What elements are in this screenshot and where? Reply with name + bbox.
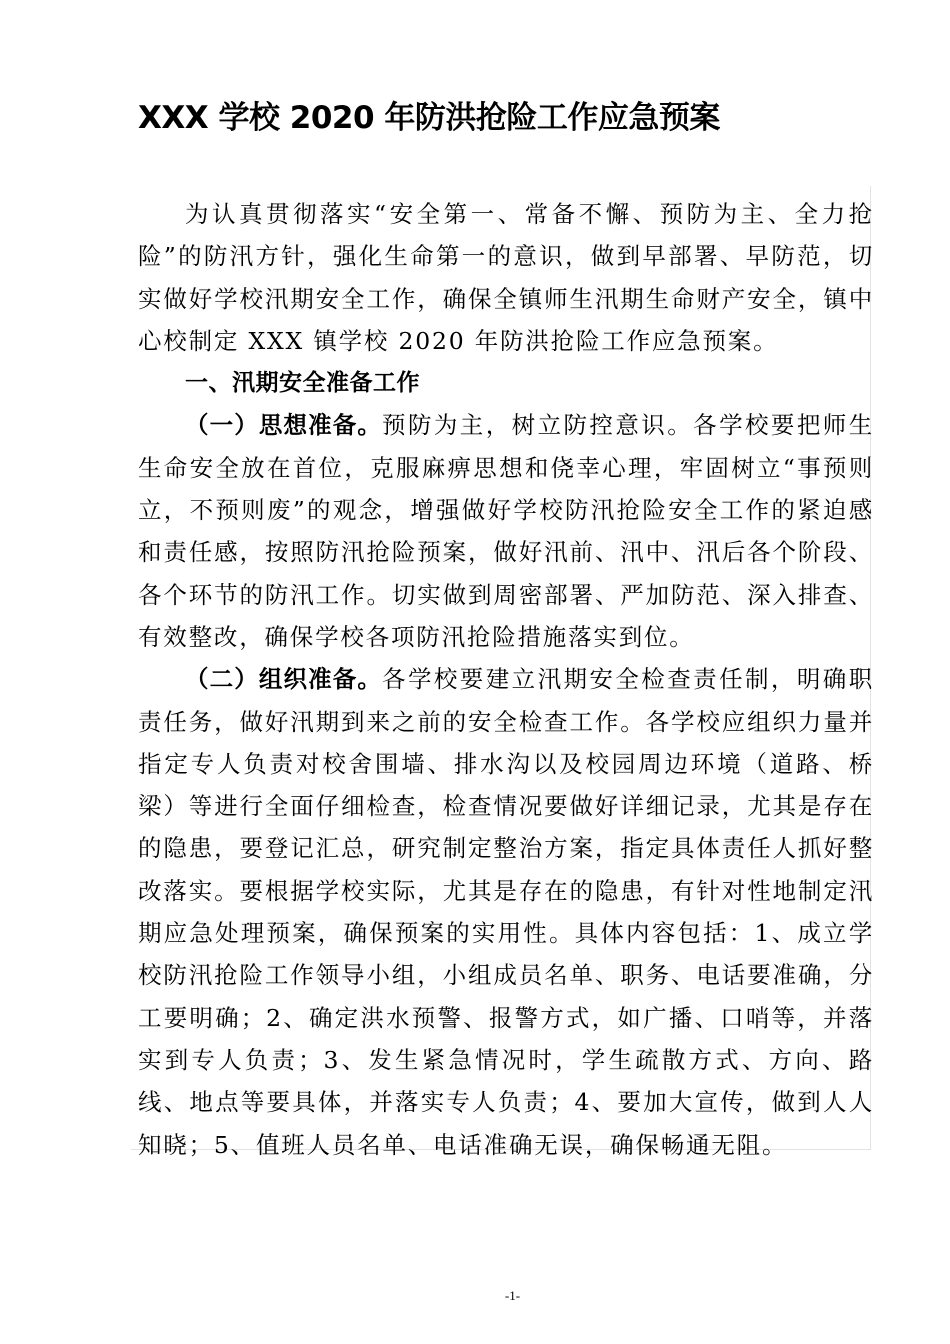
section-heading: 一、汛期安全准备工作	[185, 370, 420, 397]
document-title: XXX 学校 2020 年防洪抢险工作应急预案	[138, 100, 720, 136]
paragraph-text-ideological: 预防为主，树立防控意识。各学校要把师生生命安全放在首位，克服麻痹思想和侥幸心理，牢固树立“事预则立，不预则废”的观念，增强做好学校防汛抢险安全工作的紧迫感和责任感，按照防汛抢险预案，做好汛前、汛中、汛后各个阶段、各个环节的防汛工作。切实做到周密部署、严加防范、深入排查、有效整改，确保学校各项防汛抢险措施落实到位。	[138, 411, 874, 651]
paragraph-ideological-preparation	[138, 404, 874, 658]
paragraph-text-organizational: 各学校要建立汛期安全检查责任制，明确职责任务，做好汛期到来之前的安全检查工作。各学校应组织力量并指定专人负责对校舍围墙、排水沟以及校园周边环境（道路、桥梁）等进行全面仔细检查，检查情况要做好详细记录，尤其是存在的隐患，要登记汇总，研究制定整治方案，指定具体责任人抓好整改落实。要根据学校实际，尤其是存在的隐患，有针对性地制定汛期应急处理预案，确保预案的实用性。具体内容包括：1、成立学校防汛抢险工作领导小组，小组成员名单、职务、电话要准确，分工要明确；2、确定洪水预警、报警方式，如广播、口哨等，并落实到专人负责；3、发生紧急情况时，学生疏散方式、方向、路线、地点等要具体，并落实专人负责；4、要加大宣传，做到人人知晓；5、值班人员名单、电话准确无误，确保畅通无阻。	[138, 665, 874, 1159]
paragraph-organizational-preparation	[138, 658, 874, 1166]
paragraph-lead-organizational: （二）组织准备。	[185, 665, 383, 694]
paragraph-lead-ideological: （一）思想准备。	[185, 411, 383, 440]
intro-paragraph: 为认真贯彻落实“安全第一、常备不懈、预防为主、全力抢险”的防汛方针，强化生命第一的意识，做到早部署、早防范，切实做好学校汛期安全工作，确保全镇师生汛期生命财产安全，镇中心校制定 XXX 镇学校 2020 年防洪抢险工作应急预案。	[138, 200, 874, 355]
document-body	[138, 193, 874, 1166]
page-number: -1-	[504, 1288, 521, 1303]
